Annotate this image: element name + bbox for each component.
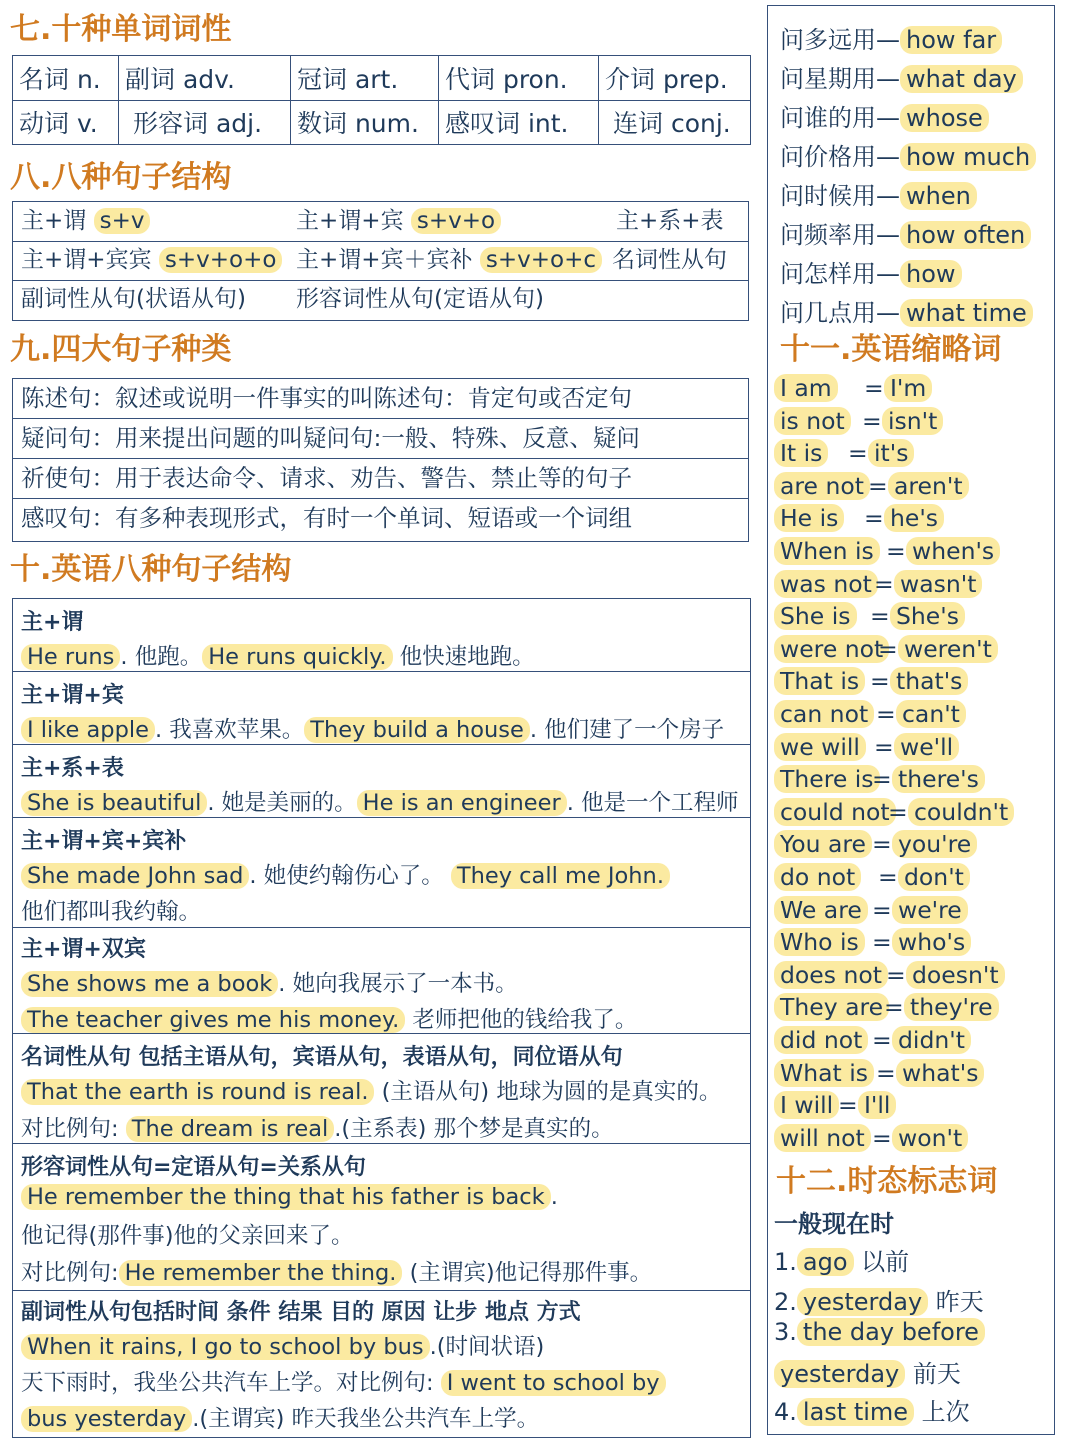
- example-block: [13, 745, 750, 818]
- pos-cell: 形容词 adj.: [119, 100, 291, 145]
- marker-word: last time: [797, 1398, 914, 1426]
- question-row: [780, 215, 1031, 250]
- abbr-full: He is: [774, 504, 844, 532]
- question-word: how often: [900, 221, 1031, 249]
- example-block: [13, 928, 750, 1034]
- english-example: He runs: [21, 644, 120, 670]
- abbr-full: can not: [774, 700, 874, 728]
- question-row: [780, 254, 962, 289]
- english-example: The teacher gives me his money.: [21, 1007, 405, 1033]
- chinese-text: . 她是美丽的。: [207, 790, 357, 816]
- abbr-short: doesn't: [906, 961, 1005, 989]
- question-label: 问几点用—: [780, 299, 900, 327]
- pos-cell: 感叹词 int.: [439, 100, 599, 145]
- marker-word: ago: [797, 1248, 854, 1276]
- pos-cell: 名词 n.: [13, 56, 119, 101]
- pos-cell: 代词 pron.: [439, 56, 599, 101]
- abbr-short: didn't: [892, 1026, 971, 1054]
- right-column: [767, 5, 1055, 1435]
- english-example: He is an engineer: [357, 790, 567, 816]
- question-label: 问价格用—: [780, 143, 900, 171]
- sentence-type-row: 疑问句：用来提出问题的叫疑问句:一般、特殊、反意、疑问: [13, 419, 748, 459]
- section-11-title: 十一.英语缩略词: [780, 332, 1002, 367]
- structure-formula: s+v+o+o: [159, 247, 283, 273]
- abbr-short: won't: [892, 1124, 968, 1152]
- abbr-full: Who is: [774, 928, 865, 956]
- abbr-equals: =: [872, 830, 892, 859]
- pos-cell: 连词 conj.: [599, 100, 751, 145]
- abbr-equals: =: [870, 667, 890, 696]
- pos-cell: 副词 adv.: [119, 56, 291, 101]
- marker-meaning: 昨天: [928, 1288, 984, 1316]
- english-example: I like apple: [21, 717, 155, 743]
- pos-cell: 动词 v.: [13, 100, 119, 145]
- question-word: what day: [900, 65, 1023, 93]
- example-block: [13, 818, 750, 928]
- marker-number: 3.: [774, 1318, 797, 1346]
- sentence-type-row: 陈述句：叙述或说明一件事实的叫陈述句：肯定句或否定句: [13, 379, 748, 419]
- question-row: [780, 293, 1033, 328]
- question-label: 问多远用—: [780, 26, 900, 54]
- chinese-text: .(时间状语): [429, 1334, 545, 1360]
- structure-label: 主+谓: [21, 208, 87, 234]
- english-example: That the earth is round is real.: [21, 1079, 374, 1105]
- abbr-equals: =: [848, 439, 868, 468]
- sentence-type-row: 祈使句：用于表达命令、请求、劝告、警告、禁止等的句子: [13, 459, 748, 499]
- tense-marker: [774, 1392, 970, 1427]
- chinese-text: . 她向我展示了一本书。: [278, 971, 518, 997]
- english-example: She made John sad: [21, 863, 249, 889]
- abbr-short: who's: [892, 928, 971, 956]
- abbr-full: is not: [774, 407, 851, 435]
- abbr-short: don't: [898, 863, 970, 891]
- example-line: [21, 639, 535, 671]
- structure-label: 主+谓+宾宾: [21, 247, 152, 273]
- structure-item: [21, 202, 150, 240]
- block-heading: 主+谓+双宾: [21, 937, 146, 962]
- english-example: When it rains, I go to school by bus: [21, 1334, 430, 1360]
- question-label: 问时候用—: [780, 182, 900, 210]
- marker-meaning: 以前: [853, 1248, 910, 1276]
- section-9-title: 九.四大句子种类: [10, 332, 232, 367]
- abbr-equals: =: [838, 1091, 858, 1120]
- structure-label: 副词性从句(状语从句): [21, 286, 246, 312]
- abbr-full: do not: [774, 863, 861, 891]
- abbr-short: there's: [892, 765, 985, 793]
- example-line: [21, 1184, 558, 1210]
- section-7-title: 七.十种单词词性: [10, 12, 232, 47]
- pos-cell: 数词 num.: [291, 100, 439, 145]
- abbr-short: what's: [896, 1059, 984, 1087]
- english-example: bus yesterday: [21, 1406, 192, 1432]
- structure-row: [13, 280, 748, 319]
- structure-item: [21, 241, 282, 279]
- structure-formula: s+v: [94, 208, 151, 234]
- abbr-full: When is: [774, 537, 880, 565]
- abbr-equals: =: [868, 471, 888, 500]
- english-example: They call me John.: [451, 863, 670, 889]
- abbr-short: it's: [868, 439, 914, 467]
- structure-label: 主+谓+宾＋宾补: [296, 247, 473, 273]
- abbr-equals: =: [876, 1058, 896, 1087]
- block-heading: 主+谓: [21, 610, 84, 635]
- english-example: The dream is real: [126, 1116, 335, 1142]
- example-line: [21, 785, 739, 817]
- chinese-text: 对比例句:: [21, 1116, 126, 1142]
- structure-row: [13, 241, 748, 281]
- abbr-short: that's: [890, 667, 968, 695]
- abbr-full: That is: [774, 667, 865, 695]
- abbr-short: he's: [884, 504, 944, 532]
- abbr-equals: =: [872, 765, 892, 794]
- abbr-equals: =: [872, 895, 892, 924]
- structure-label: 主+谓+宾: [296, 208, 404, 234]
- question-label: 问怎样用—: [780, 260, 900, 288]
- question-label: 问频率用—: [780, 221, 900, 249]
- example-line: [21, 1111, 614, 1143]
- abbr-equals: =: [878, 634, 898, 663]
- pos-cell: 冠词 art.: [291, 56, 439, 101]
- question-row: [780, 137, 1036, 172]
- question-row: [780, 20, 1002, 55]
- structure-formula: s+v+o+c: [480, 247, 602, 273]
- abbr-short: you're: [892, 830, 977, 858]
- abbr-equals: =: [874, 732, 894, 761]
- example-line: [21, 712, 724, 744]
- question-label: 问谁的用—: [780, 104, 900, 132]
- abbr-equals: =: [870, 602, 890, 631]
- chinese-text: .(主系表) 那个梦是真实的。: [334, 1116, 614, 1142]
- abbr-full: She is: [774, 602, 857, 630]
- marker-meaning: 前天: [905, 1360, 961, 1388]
- abbr-full: did not: [774, 1026, 868, 1054]
- abbr-short: wasn't: [894, 570, 982, 598]
- abbr-full: are not: [774, 472, 870, 500]
- abbr-full: were not: [774, 635, 889, 663]
- example-line: [21, 1074, 721, 1106]
- chinese-text: . 她使约翰伤心了。: [249, 863, 444, 889]
- chinese-text: . 他们建了一个房子: [529, 717, 725, 743]
- question-word: whose: [900, 104, 989, 132]
- sentence-type-row: 感叹句：有多种表现形式，有时一个单词、短语或一个词组: [21, 504, 632, 532]
- abbr-equals: =: [874, 569, 894, 598]
- tense-subtitle: 一般现在时: [774, 1210, 894, 1238]
- question-row: [780, 176, 977, 211]
- structure-item: [296, 241, 602, 279]
- question-word: how much: [900, 143, 1036, 171]
- abbr-equals: =: [864, 374, 884, 402]
- abbr-equals: =: [864, 504, 884, 533]
- chinese-text: .: [550, 1184, 558, 1210]
- tense-marker: [774, 1242, 909, 1277]
- example-line: [21, 1255, 652, 1287]
- question-row: [780, 98, 989, 133]
- abbr-short: aren't: [888, 472, 969, 500]
- structure-row: [13, 202, 748, 242]
- english-example: She shows me a book: [21, 971, 278, 997]
- chinese-text: . 他是一个工程师: [566, 790, 739, 816]
- marker-meaning: 上次: [914, 1398, 970, 1426]
- examples-box: [12, 598, 751, 1438]
- example-line: [21, 1365, 666, 1397]
- abbr-full: You are: [774, 830, 872, 858]
- marker-number: 1.: [774, 1248, 797, 1276]
- sentence-structure-box: [12, 201, 749, 321]
- structure-formula: s+v+o: [411, 208, 501, 234]
- english-example: I went to school by: [441, 1370, 666, 1396]
- abbr-full: What is: [774, 1059, 874, 1087]
- chinese-text: 老师把他的钱给我了。: [405, 1007, 638, 1033]
- abbr-equals: =: [872, 1123, 892, 1152]
- abbr-full: we will: [774, 733, 866, 761]
- english-example: He remember the thing that his father is back: [21, 1184, 551, 1210]
- chinese-text: 他记得(那件事)他的父亲回来了。: [21, 1223, 354, 1249]
- question-row: [780, 59, 1023, 94]
- abbr-equals: =: [872, 928, 892, 957]
- example-line: [21, 858, 670, 890]
- english-example: She is beautiful: [21, 790, 207, 816]
- block-heading: 副词性从句包括时间 条件 结果 目的 原因 让步 地点 方式: [21, 1300, 581, 1325]
- section-10-title: 十.英语八种句子结构: [10, 552, 292, 587]
- abbr-equals: =: [884, 993, 904, 1022]
- english-example: They build a house: [304, 717, 530, 743]
- chinese-text: (主语从句) 地球为圆的是真实的。: [374, 1079, 722, 1105]
- chinese-text: 对比例句:: [21, 1260, 119, 1286]
- structure-item: [296, 202, 501, 240]
- abbr-full: does not: [774, 961, 888, 989]
- structure-label: 主+系+表: [616, 208, 724, 234]
- tense-marker: [774, 1318, 985, 1346]
- marker-word: yesterday: [774, 1360, 905, 1388]
- abbr-short: we're: [892, 896, 968, 924]
- abbr-full: They are: [774, 993, 889, 1021]
- abbr-full: I will: [774, 1091, 839, 1119]
- structure-label: 形容词性从句(定语从句): [296, 286, 544, 312]
- marker-number: 2.: [774, 1288, 797, 1316]
- pos-cell: 介词 prep.: [599, 56, 751, 101]
- marker-word: yesterday: [797, 1288, 928, 1316]
- example-line: [21, 1002, 637, 1034]
- abbr-full: I am: [774, 374, 838, 402]
- marker-word: the day before: [797, 1318, 985, 1346]
- marker-number: 4.: [774, 1398, 797, 1426]
- english-example: He remember the thing.: [119, 1260, 403, 1286]
- chinese-text: . 他跑。: [120, 644, 203, 670]
- example-block: [13, 1291, 750, 1437]
- abbr-full: There is: [774, 765, 880, 793]
- abbr-short: they're: [904, 993, 999, 1021]
- abbr-full: It is: [774, 439, 828, 467]
- section-12-title: 十二.时态标志词: [776, 1164, 998, 1199]
- tense-marker: [774, 1354, 961, 1389]
- sentence-types-box: [12, 378, 749, 542]
- abbr-short: can't: [896, 700, 966, 728]
- example-block: [13, 1034, 750, 1144]
- example-line: [21, 966, 518, 998]
- chinese-text: 天下雨时，我坐公共汽车上学。对比例句:: [21, 1370, 441, 1396]
- block-heading: 主+系+表: [21, 756, 124, 781]
- chinese-text: 他快速地跑。: [392, 644, 535, 670]
- block-heading: 名词性从句 包括主语从句，宾语从句，表语从句，同位语从句: [21, 1045, 623, 1070]
- question-label: 问星期用—: [780, 65, 900, 93]
- block-heading: 主+谓+宾+宾补: [21, 829, 187, 854]
- abbr-short: I'll: [858, 1091, 896, 1119]
- example-line: [21, 1329, 544, 1361]
- example-block: [13, 1144, 750, 1291]
- abbr-full: was not: [774, 570, 878, 598]
- chinese-text: 他们都叫我约翰。: [21, 899, 202, 925]
- question-word: what time: [900, 299, 1033, 327]
- abbr-short: I'm: [884, 374, 932, 402]
- chinese-text: . 我喜欢苹果。: [154, 717, 305, 743]
- abbr-short: couldn't: [908, 798, 1014, 826]
- abbr-equals: =: [876, 700, 896, 728]
- tense-marker: [774, 1282, 984, 1317]
- abbr-short: weren't: [898, 635, 998, 663]
- structure-label: 名词性从句: [612, 247, 727, 273]
- abbr-equals: =: [862, 406, 882, 435]
- section-8-title: 八.八种句子结构: [10, 160, 232, 195]
- abbr-equals: =: [886, 537, 906, 565]
- block-heading: 主+谓+宾: [21, 683, 124, 708]
- example-block: [13, 672, 750, 745]
- question-word: how far: [900, 26, 1002, 54]
- question-word: how: [900, 260, 962, 288]
- abbr-short: She's: [890, 602, 965, 630]
- abbr-equals: =: [888, 797, 908, 826]
- block-heading: 形容词性从句=定语从句=关系从句: [21, 1155, 366, 1180]
- chinese-text: (主谓宾)他记得那件事。: [402, 1260, 653, 1286]
- abbr-full: We are: [774, 896, 868, 924]
- abbr-short: we'll: [894, 733, 959, 761]
- abbr-equals: =: [872, 1026, 892, 1054]
- abbr-short: when's: [906, 537, 1000, 565]
- abbr-equals: =: [886, 960, 906, 989]
- question-word: when: [900, 182, 977, 210]
- example-line: [21, 1401, 539, 1433]
- abbr-full: will not: [774, 1124, 871, 1152]
- chinese-text: .(主谓宾) 昨天我坐公共汽车上学。: [192, 1406, 540, 1432]
- abbr-full: could not: [774, 798, 896, 826]
- pos-table: [12, 55, 751, 145]
- english-example: He runs quickly.: [202, 644, 392, 670]
- example-block: [13, 599, 750, 672]
- abbr-equals: =: [878, 863, 898, 891]
- abbr-short: isn't: [882, 407, 943, 435]
